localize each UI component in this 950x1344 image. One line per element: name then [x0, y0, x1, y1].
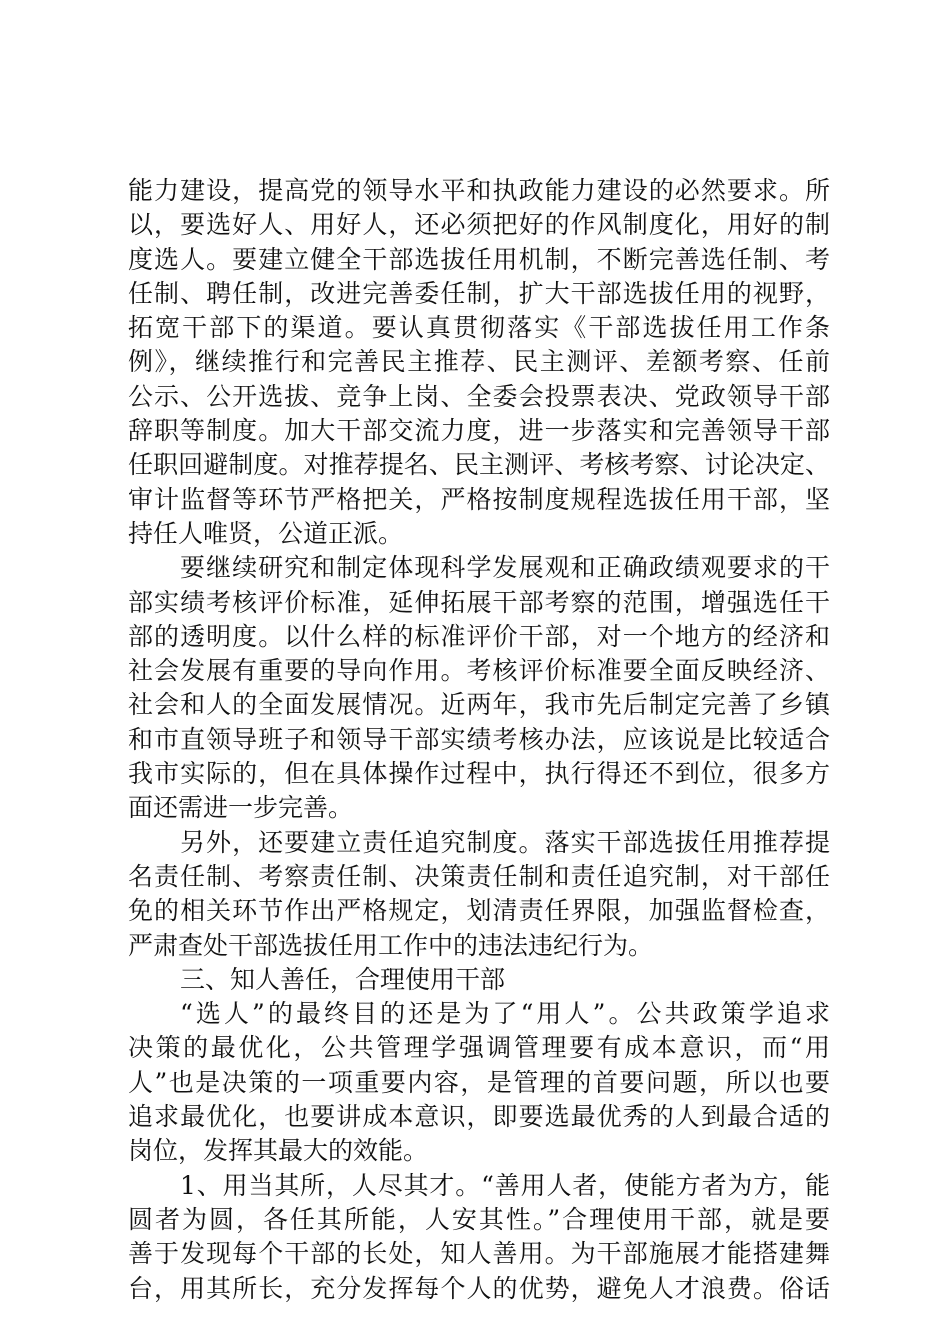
text-line: 拓宽干部下的渠道。要认真贯彻落实《干部选拔任用工作条	[128, 313, 830, 343]
text-line: 以，要选好人、用好人，还必须把好的作风制度化，用好的制	[128, 210, 830, 240]
text-line: 善于发现每个干部的长处，知人善用。为干部施展才能搭建舞	[128, 1239, 830, 1269]
paragraph	[128, 1169, 830, 1306]
paragraph	[128, 174, 830, 551]
text-line: 社会发展有重要的导向作用。考核评价标准要全面反映经济、	[128, 656, 830, 686]
text-line: 另外，还要建立责任追究制度。落实干部选拔任用推荐提	[180, 827, 830, 857]
text-line: 要继续研究和制定体现科学发展观和正确政绩观要求的干	[180, 553, 830, 583]
text-line: 面还需进一步完善。	[128, 793, 354, 823]
paragraph	[128, 963, 830, 997]
text-line: 三、知人善任，合理使用干部	[180, 964, 506, 994]
text-line: 决策的最优化，公共管理学强调管理要有成本意识，而“用	[128, 1033, 830, 1063]
text-line: 例》，继续推行和完善民主推荐、民主测评、差额考察、任前	[128, 347, 830, 377]
text-line: 我市实际的，但在具体操作过程中，执行得还不到位，很多方	[128, 759, 830, 789]
document-body	[128, 174, 830, 1306]
text-line: 岗位，发挥其最大的效能。	[128, 1136, 429, 1166]
text-line: 社会和人的全面发展情况。近两年，我市先后制定完善了乡镇	[128, 690, 830, 720]
text-line: 部实绩考核评价标准，延伸拓展干部考察的范围，增强选任干	[128, 587, 830, 617]
text-line: 辞职等制度。加大干部交流力度，进一步落实和完善领导干部	[128, 416, 830, 446]
paragraph	[128, 997, 830, 1168]
text-line: 台，用其所长，充分发挥每个人的优势，避免人才浪费。俗话	[128, 1273, 830, 1303]
text-line: 任制、聘任制，改进完善委任制，扩大干部选拔任用的视野，	[128, 278, 830, 308]
text-line: “选人”的最终目的还是为了“用人”。公共政策学追求	[180, 999, 830, 1029]
text-line: 名责任制、考察责任制、决策责任制和责任追究制，对干部任	[128, 861, 830, 891]
paragraph	[128, 551, 830, 825]
text-line: 度选人。要建立健全干部选拔任用机制，不断完善选任制、考	[128, 244, 830, 274]
paragraph	[128, 826, 830, 963]
text-line: 部的透明度。以什么样的标准评价干部，对一个地方的经济和	[128, 621, 830, 651]
text-line: 审计监督等环节严格把关，严格按制度规程选拔任用干部，坚	[128, 484, 830, 514]
text-line: 任职回避制度。对推荐提名、民主测评、考核考察、讨论决定、	[128, 450, 830, 480]
text-line: 和市直领导班子和领导干部实绩考核办法，应该说是比较适合	[128, 724, 830, 754]
text-line: 人”也是决策的一项重要内容，是管理的首要问题，所以也要	[128, 1067, 830, 1097]
text-line: 公示、公开选拔、竞争上岗、全委会投票表决、党政领导干部	[128, 381, 830, 411]
text-line: 持任人唯贤，公道正派。	[128, 518, 404, 548]
text-line: 严肃查处干部选拔任用工作中的违法违纪行为。	[128, 930, 654, 960]
text-line: 免的相关环节作出严格规定，划清责任界限，加强监督检查，	[128, 896, 830, 926]
text-line: 1、用当其所，人尽其才。“善用人者，使能方者为方，能	[180, 1170, 830, 1200]
text-line: 圆者为圆，各任其所能，人安其性。”合理使用干部，就是要	[128, 1204, 830, 1234]
text-line: 能力建设，提高党的领导水平和执政能力建设的必然要求。所	[128, 176, 830, 205]
text-line: 追求最优化，也要讲成本意识，即要选最优秀的人到最合适的	[128, 1102, 830, 1132]
